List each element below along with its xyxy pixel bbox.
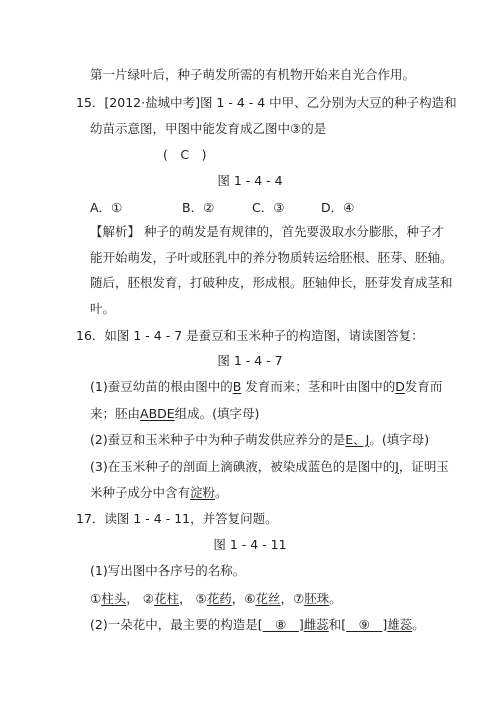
number: ② (142, 591, 154, 606)
text: (2)蚕豆和玉米种子中为种子萌发供应养分的是 (90, 432, 346, 447)
number: ⑤ (195, 591, 207, 606)
explanation-line-1: 【解析】 种子的萌发是有规律的，首先要汲取水分膨胀，种子才 (90, 224, 444, 239)
question-16-part-3-line-1 (90, 458, 449, 476)
separator: ， (280, 591, 293, 606)
text: 发育而 (404, 379, 443, 394)
answer-blank: 淀粉 (190, 485, 216, 500)
question-15-answer: ( C ) (163, 147, 207, 162)
question-15-line-1: 15．[2012·盐城中考]图 1 - 4 - 4 中甲、乙分别为大豆的种子构造和 (76, 95, 457, 110)
question-16-part-1-line-1 (90, 378, 442, 396)
text: ，证明玉 (398, 459, 449, 474)
answer-blank: 花丝 (255, 591, 281, 606)
answer-blank: 胚珠 (304, 591, 330, 606)
option-c: C．③ (252, 200, 285, 215)
text: 。 (412, 617, 425, 632)
option-a: A．① (90, 200, 123, 215)
explanation-line-4: 叶。 (90, 301, 116, 316)
text: 。 (215, 485, 228, 500)
text: 组成。(填字母) (174, 406, 260, 421)
answer-blank: D (395, 379, 405, 394)
question-17-names-line (90, 590, 342, 608)
number: ① (90, 591, 102, 606)
answer-blank: ⑨ (346, 617, 383, 632)
answer-blank: 花药 (206, 591, 232, 606)
text: (2)一朵花中，最主要的构造是[ (90, 617, 263, 632)
answer-blank: ⑧ (262, 617, 299, 632)
figure-caption: 图 1 - 4 - 4 (217, 173, 283, 188)
answer-blank: 雌蕊 (303, 617, 329, 632)
explanation-line-3: 随后，胚根发育，打破种皮，形成根。胚轴伸长，胚芽发育成茎和 (90, 275, 453, 290)
text: ] (298, 617, 304, 632)
number: ⑦ (292, 591, 305, 606)
text: 来；胚由 (90, 406, 141, 421)
answer-blank: 柱头 (101, 591, 127, 606)
text: (1)蚕豆幼苗的根由图中的 (90, 379, 233, 394)
answer-blank: ABDE (140, 406, 175, 421)
question-16-part-2 (90, 431, 429, 449)
text-line: 第一片绿叶后，种子萌发所需的有机物开始来自光合作用。 (90, 67, 416, 82)
answer-blank: 花柱 (153, 591, 179, 606)
separator: ， (231, 591, 245, 606)
text: 米种子成分中含有 (90, 485, 191, 500)
figure-caption: 图 1 - 4 - 11 (213, 537, 287, 552)
option-b: B．② (182, 200, 215, 215)
explanation-line-2: 能开始萌发，子叶或胚乳中的养分物质转运给胚根、胚芽、胚轴。 (90, 250, 453, 265)
text: 。(填字母) (369, 432, 430, 447)
text: 发育而来；茎和叶由图中的 (241, 379, 396, 394)
answer-blank: E、J (345, 432, 370, 447)
option-d: D．④ (321, 200, 355, 215)
question-17-part-2 (90, 616, 425, 634)
answer-blank: B (232, 379, 242, 394)
question-16-line: 16．如图 1 - 4 - 7 是蚕豆和玉米种子的构造图，请读图答复： (76, 328, 424, 343)
number: ⑥ (244, 591, 256, 606)
answer-blank: J (395, 459, 399, 474)
text: ] (382, 617, 388, 632)
answer-blank: 雄蕊 (387, 617, 413, 632)
question-16-part-3-line-2 (90, 484, 228, 502)
question-15-line-2: 幼苗示意图，甲图中能发育成乙图中③的是 (90, 121, 327, 136)
question-17-part-1: (1)写出图中各序号的名称。 (90, 563, 246, 578)
separator: 。 (329, 591, 342, 606)
text: 和[ (328, 617, 347, 632)
question-16-part-1-line-2 (90, 405, 259, 423)
separator: ， (126, 591, 139, 606)
figure-caption: 图 1 - 4 - 7 (217, 353, 283, 368)
separator: ， (178, 591, 192, 606)
question-17-line: 17．读图 1 - 4 - 11，并答复问题。 (76, 511, 278, 526)
text: (3)在玉米种子的剖面上滴碘液，被染成蓝色的是图中的 (90, 459, 396, 474)
